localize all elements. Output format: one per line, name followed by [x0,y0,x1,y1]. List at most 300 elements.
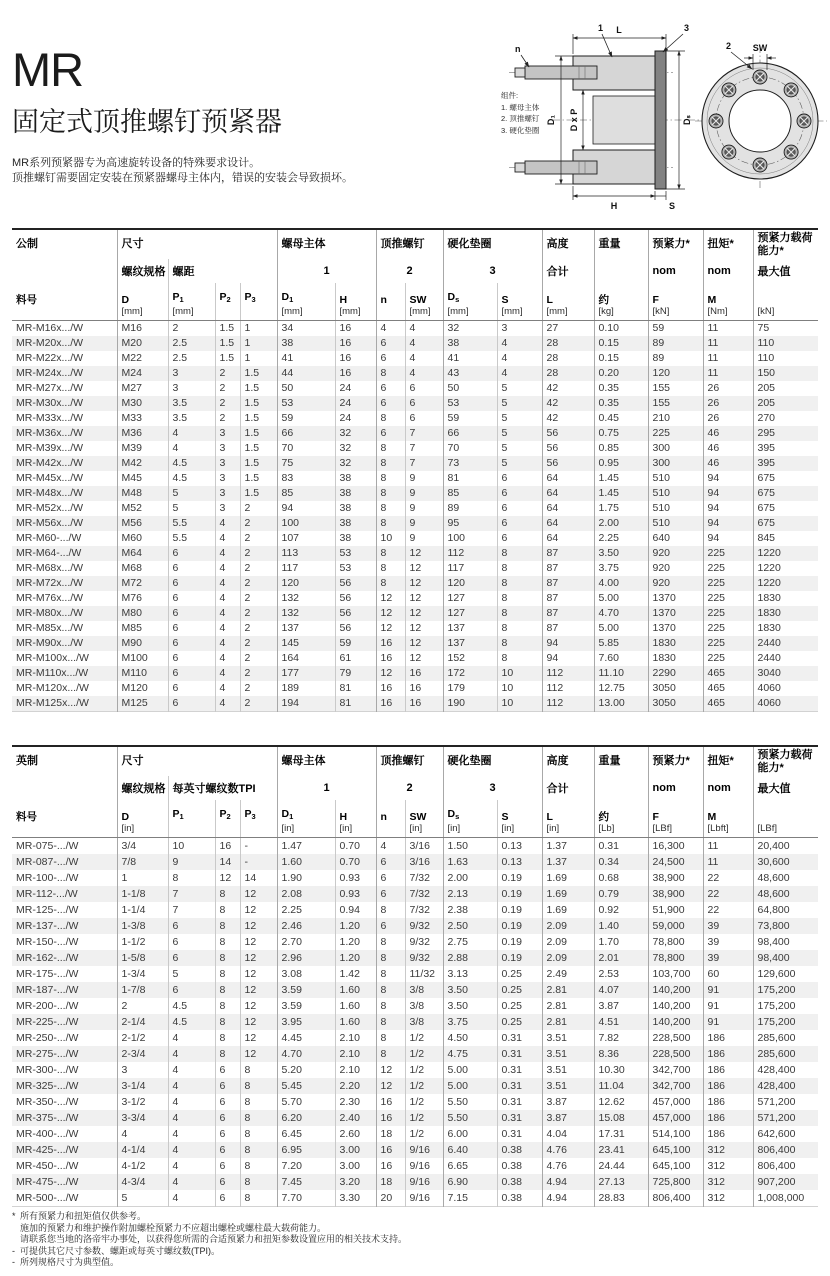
value-cell: 5 [497,456,542,471]
value-cell: 7/32 [405,870,443,886]
value-cell: 89 [443,501,497,516]
value-cell: 8 [215,982,240,998]
value-cell: 510 [648,486,703,501]
part-number: MR-200-.../W [16,999,79,1012]
value-cell: 28 [542,336,594,351]
value-cell: 2-3/4 [117,1046,168,1062]
value-cell: 7/32 [405,902,443,918]
value-cell: 53 [443,396,497,411]
value-cell: 3 [215,426,240,441]
value-cell: 6 [376,381,405,396]
value-cell: 9 [405,531,443,546]
value-cell: 12 [376,1062,405,1078]
table-row [12,696,818,712]
value-cell: 0.35 [594,381,648,396]
value-cell: 7.82 [594,1030,648,1046]
value-cell: 7 [168,886,215,902]
subgroup-header: 合计 [542,259,594,283]
value-cell: 91 [703,1014,753,1030]
value-cell: 0.31 [497,1078,542,1094]
value-cell: 3.50 [443,982,497,998]
column-name: n [380,810,387,823]
column-unit: [mm] [121,305,143,317]
value-cell: 6.65 [443,1158,497,1174]
value-cell: 725,800 [648,1174,703,1190]
data-table [12,228,818,712]
value-cell: 6.45 [277,1126,335,1142]
dim-label-SW: SW [752,43,768,53]
value-cell: 8 [376,1014,405,1030]
value-cell: 225 [703,606,753,621]
value-cell: 1-3/8 [117,918,168,934]
value-cell: 8 [497,561,542,576]
value-cell: 8 [376,471,405,486]
value-cell: 59,000 [648,918,703,934]
column-name: 料号 [16,293,37,306]
value-cell: 51,900 [648,902,703,918]
column-header [648,800,703,837]
table-row [12,591,818,606]
table-row [12,561,818,576]
column-name: D1 [281,290,294,304]
value-cell: 312 [703,1142,753,1158]
value-cell: M56 [117,516,168,531]
value-cell: 270 [753,411,818,426]
table-row [12,1110,818,1126]
value-cell: 0.19 [497,934,542,950]
column-header [117,800,168,837]
value-cell: 2.09 [542,950,594,966]
value-cell: 140,200 [648,1014,703,1030]
value-cell: 5.00 [594,591,648,606]
table-header [12,746,818,837]
value-cell: 9/16 [405,1190,443,1207]
value-cell: 1/2 [405,1078,443,1094]
part-number: MR-087-.../W [16,855,79,868]
value-cell: 129,600 [753,966,818,982]
subgroup-header: 2 [376,259,443,283]
value-cell: 3 [215,441,240,456]
value-cell: 3/8 [405,1014,443,1030]
value-cell: 675 [753,471,818,486]
value-cell: 11/32 [405,966,443,982]
value-cell: 8 [215,934,240,950]
value-cell: 6 [497,501,542,516]
value-cell: 8 [376,366,405,381]
value-cell: 2.00 [594,516,648,531]
value-cell: 312 [703,1174,753,1190]
value-cell: 38 [335,516,376,531]
value-cell: 66 [277,426,335,441]
value-cell: 12 [405,561,443,576]
value-cell: 94 [703,531,753,546]
value-cell: 8 [497,651,542,666]
value-cell: 6 [215,1094,240,1110]
jack-screw-top-tip [515,68,525,77]
value-cell: 1/2 [405,1126,443,1142]
value-cell: 34 [277,320,335,336]
value-cell: M36 [117,426,168,441]
value-cell: 7/32 [405,886,443,902]
value-cell: 32 [335,456,376,471]
value-cell: 87 [542,546,594,561]
table-row [12,396,818,411]
value-cell: 6 [215,1126,240,1142]
part-number: MR-M100x.../W [16,651,89,664]
table-row [12,934,818,950]
value-cell: 94 [703,516,753,531]
subgroup-header: 1 [277,776,376,800]
value-cell: 1.5 [215,351,240,366]
column-header [215,283,240,320]
footnote-marker: - [12,1245,15,1256]
table-row [12,1062,818,1078]
subgroup-header [594,776,648,800]
column-subscript: 1 [179,811,184,821]
value-cell: 4 [215,636,240,651]
group-header: 预紧力* [648,746,703,776]
value-cell: 920 [648,576,703,591]
value-cell: 16 [376,636,405,651]
subgroup-header: 2 [376,776,443,800]
value-cell: 806,400 [753,1158,818,1174]
subgroup-header: nom [648,776,703,800]
value-cell: 100 [277,516,335,531]
value-cell: 6 [376,854,405,870]
column-header [335,800,376,837]
value-cell: 2.60 [335,1126,376,1142]
value-cell: 8 [376,546,405,561]
value-cell: 137 [443,636,497,651]
value-cell: 0.70 [335,854,376,870]
value-cell: M16 [117,320,168,336]
value-cell: 42 [542,381,594,396]
table-header [12,229,818,320]
value-cell: 6 [168,666,215,681]
value-cell: 5 [168,486,215,501]
value-cell: 4.00 [594,576,648,591]
value-cell: 4 [215,696,240,712]
column-unit: [Lb] [598,822,615,834]
subgroup-header: 螺纹规格 [117,259,168,283]
value-cell: 8 [497,606,542,621]
value-cell: 0.25 [497,982,542,998]
value-cell: 32 [335,426,376,441]
value-cell: 2.13 [443,886,497,902]
value-cell: 1.5 [215,320,240,336]
value-cell: 16 [376,1158,405,1174]
value-cell: 28 [542,366,594,381]
value-cell: 8 [376,950,405,966]
value-cell: M33 [117,411,168,426]
value-cell: 675 [753,516,818,531]
value-cell: 3/16 [405,837,443,854]
footnote-marker [12,1234,20,1246]
value-cell: 0.19 [497,950,542,966]
value-cell: 56 [542,426,594,441]
column-name: H [339,810,348,823]
value-cell: 89 [648,336,703,351]
value-cell: 16,300 [648,837,703,854]
value-cell: 2.5 [168,336,215,351]
value-cell: 186 [703,1078,753,1094]
value-cell: 140,200 [648,998,703,1014]
value-cell: 1.37 [542,837,594,854]
column-unit [173,823,211,835]
table-row [12,651,818,666]
column-name: 料号 [16,810,37,823]
value-cell: 510 [648,516,703,531]
footnote-marker: - [12,1257,15,1268]
group-header: 螺母主体 [277,746,376,776]
value-cell: 2.49 [542,966,594,982]
value-cell: 9 [405,516,443,531]
value-cell: 9/16 [405,1158,443,1174]
legend-item: 2. 顶推螺钉 [501,114,540,123]
value-cell: 66 [443,426,497,441]
value-cell: 56 [335,606,376,621]
column-subscript: 3 [251,294,256,304]
value-cell: 94 [703,501,753,516]
value-cell: 16 [405,696,443,712]
value-cell: 11 [703,366,753,381]
column-unit: [mm] [172,305,194,317]
value-cell: 112 [542,696,594,712]
subgroup-header [12,259,117,283]
value-cell: 1.5 [240,426,277,441]
technical-drawing-area [495,18,830,216]
value-cell: 12 [405,591,443,606]
value-cell: 8 [240,1174,277,1190]
part-number: MR-375-.../W [16,1111,79,1124]
value-cell: 12 [240,902,277,918]
value-cell: 0.68 [594,870,648,886]
value-cell: 16 [376,1142,405,1158]
value-cell: 8 [240,1142,277,1158]
table-row [12,1014,818,1030]
value-cell: 225 [703,636,753,651]
value-cell: M80 [117,606,168,621]
value-cell: 3050 [648,696,703,712]
value-cell: 2 [240,651,277,666]
value-cell: 3.5 [168,411,215,426]
part-number: MR-M39x.../W [16,441,84,454]
column-unit: [mm] [281,305,303,317]
value-cell: 1.37 [542,854,594,870]
value-cell: 6 [215,1062,240,1078]
value-cell: 16 [335,366,376,381]
value-cell: 228,500 [648,1046,703,1062]
footnote-line [12,1211,712,1223]
value-cell: 4.94 [542,1190,594,1207]
value-cell: 6 [168,918,215,934]
value-cell: 64 [542,531,594,546]
value-cell: 140,200 [648,982,703,998]
value-cell: 3.08 [277,966,335,982]
table-row [12,546,818,561]
value-cell: 7.60 [594,651,648,666]
value-cell: M30 [117,396,168,411]
value-cell: M39 [117,441,168,456]
value-cell: 3 [168,381,215,396]
footnote-text: 所有预紧力和扭矩值仅供参考。 [20,1211,147,1221]
value-cell: 0.31 [497,1062,542,1078]
value-cell: 8 [215,950,240,966]
value-cell: 8 [376,561,405,576]
part-number: MR-M110x.../W [16,666,89,679]
value-cell: 1.47 [277,837,335,854]
value-cell: 16 [405,666,443,681]
value-cell: 1830 [753,621,818,636]
column-unit: [mm] [546,305,568,317]
value-cell: 4.70 [277,1046,335,1062]
value-cell: 4 [215,561,240,576]
column-name: Ds [447,290,460,304]
column-header [240,800,277,837]
value-cell: 14 [240,870,277,886]
value-cell: 87 [542,561,594,576]
label-component-1: 1 [598,23,604,33]
part-number: MR-500-.../W [16,1191,79,1204]
part-number: MR-175-.../W [16,967,79,980]
value-cell: 11 [703,854,753,870]
value-cell: 0.45 [594,411,648,426]
table-row [12,1142,818,1158]
value-cell: 1.40 [594,918,648,934]
value-cell: 9 [405,501,443,516]
value-cell: 87 [542,621,594,636]
value-cell: 38 [277,336,335,351]
value-cell: 24.44 [594,1158,648,1174]
value-cell: 6 [376,336,405,351]
value-cell: 14 [215,854,240,870]
subgroup-header: nom [703,259,753,283]
column-name: D [121,293,130,306]
value-cell: 0.10 [594,320,648,336]
value-cell: 12 [240,982,277,998]
value-cell: 465 [703,666,753,681]
value-cell: 5.20 [277,1062,335,1078]
subgroup-header: 3 [443,259,542,283]
value-cell: 907,200 [753,1174,818,1190]
value-cell: 0.13 [497,837,542,854]
value-cell: 1.20 [335,934,376,950]
column-subscript: s [455,811,460,821]
value-cell: 8 [215,918,240,934]
description-line: MR系列预紧器专为高速旋转设备的特殊要求设计。 [12,157,261,169]
description-line: 顶推螺钉需要固定安装在预紧器螺母主体内，错误的安装会导致损坏。 [12,172,353,184]
value-cell: 1830 [753,606,818,621]
value-cell: 1/2 [405,1094,443,1110]
column-name: Ds [447,807,460,821]
value-cell: 2.08 [277,886,335,902]
part-number: MR-M27x.../W [16,381,84,394]
value-cell: 1.5 [240,456,277,471]
table-row [12,351,818,366]
part-number: MR-450-.../W [16,1159,79,1172]
value-cell: 145 [277,636,335,651]
value-cell: 228,500 [648,1030,703,1046]
value-cell: 6 [168,982,215,998]
column-header [240,283,277,320]
table-row [12,320,818,336]
value-cell: 0.93 [335,886,376,902]
value-cell: 0.38 [497,1174,542,1190]
column-unit [16,823,113,835]
value-cell: 4-1/4 [117,1142,168,1158]
value-cell: 6 [376,870,405,886]
group-header: 预紧力* [648,229,703,259]
value-cell: 6 [168,636,215,651]
value-cell: 98,400 [753,950,818,966]
value-cell: 39 [703,934,753,950]
value-cell: 8 [376,998,405,1014]
value-cell: 3/4 [117,837,168,854]
value-cell: 0.70 [335,837,376,854]
value-cell: 8 [240,1110,277,1126]
value-cell: 4 [168,1190,215,1207]
column-header [753,283,818,320]
group-header: 扭矩* [703,746,753,776]
value-cell: 6 [497,531,542,546]
column-unit: [kN] [757,305,775,317]
value-cell: 103,700 [648,966,703,982]
part-number: MR-M30x.../W [16,396,84,409]
value-cell: 4 [215,546,240,561]
part-number: MR-M45x.../W [16,471,84,484]
value-cell: 2.10 [335,1046,376,1062]
value-cell: 3.59 [277,982,335,998]
value-cell: 225 [648,426,703,441]
value-cell: 64,800 [753,902,818,918]
value-cell: 1.45 [594,471,648,486]
dim-label-Ds: Dₛ [682,115,692,125]
value-cell: 4.76 [542,1142,594,1158]
value-cell: 73,800 [753,918,818,934]
metric-table [12,228,818,712]
value-cell: 1 [240,336,277,351]
value-cell: 4.70 [594,606,648,621]
value-cell: 2290 [648,666,703,681]
value-cell: 0.19 [497,902,542,918]
value-cell: 112 [542,666,594,681]
value-cell: 56 [542,441,594,456]
table-row [12,576,818,591]
value-cell: 8 [376,486,405,501]
value-cell: 3 [215,471,240,486]
value-cell: 0.25 [497,966,542,982]
value-cell: 26 [703,381,753,396]
value-cell: M120 [117,681,168,696]
product-description [12,156,353,186]
value-cell: 2 [240,636,277,651]
column-unit [245,306,273,318]
value-cell: 5.5 [168,516,215,531]
value-cell: 675 [753,501,818,516]
value-cell: 428,400 [753,1078,818,1094]
value-cell: 56 [542,456,594,471]
value-cell: 3.75 [443,1014,497,1030]
table-row [12,336,818,351]
value-cell: 2.20 [335,1078,376,1094]
value-cell: 2 [215,366,240,381]
value-cell: 6 [215,1110,240,1126]
value-cell: 6 [168,934,215,950]
value-cell: 1-1/4 [117,902,168,918]
value-cell: 1,008,000 [753,1190,818,1207]
value-cell: 1370 [648,621,703,636]
value-cell: 8 [376,501,405,516]
